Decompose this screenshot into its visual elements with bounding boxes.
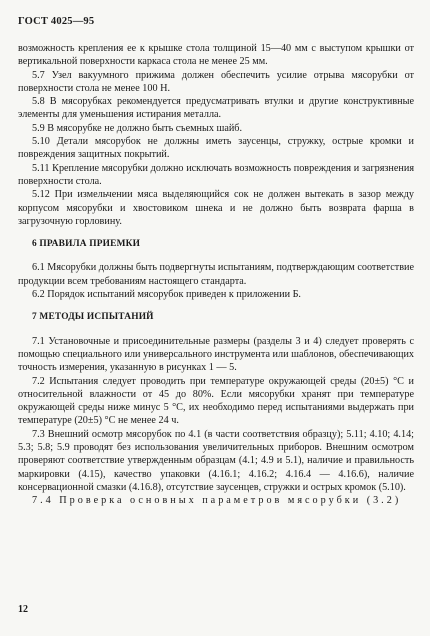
paragraph-7-4: 7.4 Проверка основных параметров мясорубки (3.2) xyxy=(32,495,402,507)
paragraph-7-1: 7.1 Установочные и присоединительные размеры (разделы 3 и 4) следует проверять с помощью специального или универсального инструмента или шаблонов, обеспечивающих точность измерения, указанную в рисунках 1 — 5. xyxy=(18,335,414,374)
paragraph-continuation: возможность крепления ее к крышке стола толщиной 15—40 мм с выступом крышки от вертикальной поверхности каркаса стола не менее 25 мм. xyxy=(18,43,414,68)
section-6-title: 6 ПРАВИЛА ПРИЕМКИ xyxy=(32,239,141,250)
paragraph-5-9: 5.9 В мясорубке не должно быть съемных шайб. xyxy=(32,122,243,134)
paragraph-6-2: 6.2 Порядок испытаний мясорубок приведен к приложении Б. xyxy=(32,289,301,301)
paragraph-5-8: 5.8 В мясорубках рекомендуется предусматривать втулки и другие конструктивные элементы для уменьшения истирания металла. xyxy=(18,96,414,121)
paragraph-7-3: 7.3 Внешний осмотр мясорубок по 4.1 (в части соответствия образцу); 5.11; 4.10; 4.14; 5.3; 5.8; 5.9 проводят без использования увеличительных приборов. Внешним осмотром проверяют соответствие утвержденным образцам (4.1; 4.9 и 5.1), наличие и правильность маркировки (4.15), качество упаковки (4.16.1; 4.16.2; 4.16.4 — 4.16.6), наличие консервационной смазки (4.16.8), отсутствие заусенцев, стружки и острых кромок (5.10). xyxy=(18,428,414,493)
document-header: ГОСТ 4025—95 xyxy=(18,16,95,27)
paragraph-5-11: 5.11 Крепление мясорубки должно исключать возможность повреждения и загрязнения поверхности стола. xyxy=(18,162,414,187)
document-body xyxy=(18,42,414,508)
paragraph-7-2: 7.2 Испытания следует проводить при температуре окружающей среды (20±5) °С и относительной влажности от 45 до 80%. Если мясорубки хранят при температуре окружающей среды ниже минус 5 °С, их необходимо перед испытаниями выдержать при температуре (20±5) °С не менее 24 ч. xyxy=(18,375,414,427)
section-7-title: 7 МЕТОДЫ ИСПЫТАНИЙ xyxy=(32,312,154,323)
paragraph-5-12: 5.12 При измельчении мяса выделяющийся сок не должен вытекать в зазор между корпусом мясорубки и хвостовиком шнека и не должно быть возврата фарша в загрузочную горловину. xyxy=(18,189,414,227)
paragraph-5-7: 5.7 Узел вакуумного прижима должен обеспечить усилие отрыва мясорубки от поверхности стола не менее 100 Н. xyxy=(18,69,414,94)
page-number: 12 xyxy=(18,604,28,615)
paragraph-5-10: 5.10 Детали мясорубок не должны иметь заусенцы, стружку, острые кромки и повреждения защитных покрытий. xyxy=(18,136,414,161)
paragraph-6-1: 6.1 Мясорубки должны быть подвергнуты испытаниям, подтверждающим соответствие продукции всем требованиям настоящего стандарта. xyxy=(18,262,414,287)
